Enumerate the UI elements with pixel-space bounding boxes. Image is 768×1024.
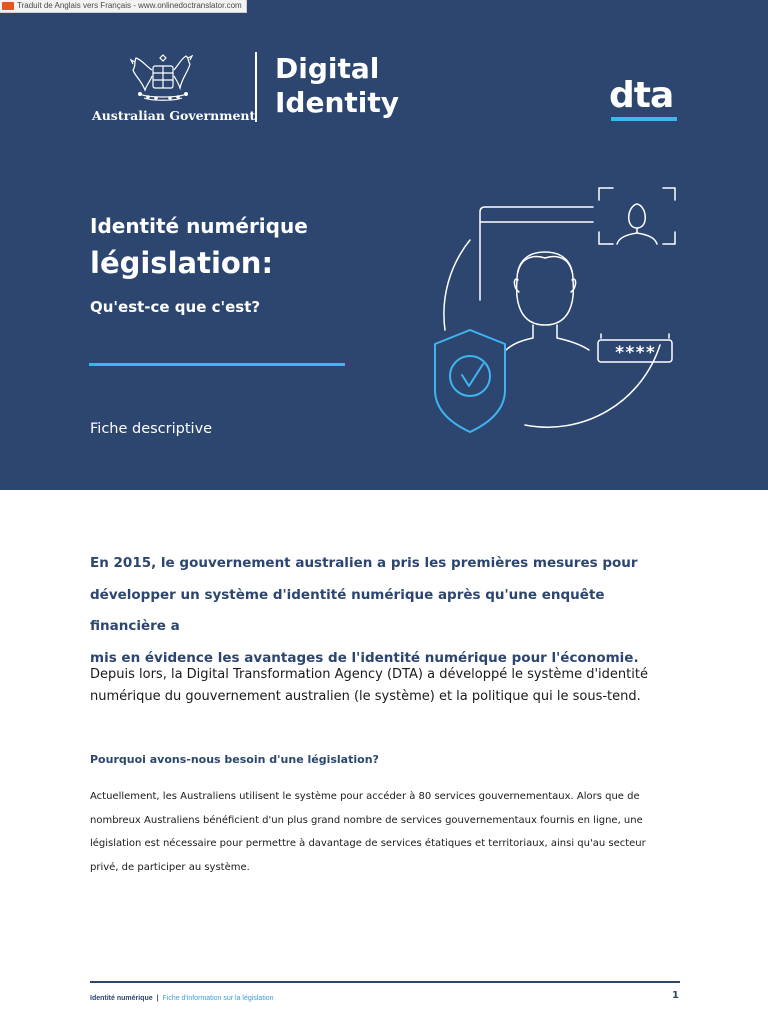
translator-badge[interactable] bbox=[0, 0, 247, 13]
coat-of-arms-icon bbox=[118, 52, 208, 104]
orbit-arc-left bbox=[444, 240, 470, 330]
body-line: numérique du gouvernement australien (le système) et la politique qui le sous-tend. bbox=[90, 689, 641, 704]
section-paragraph bbox=[90, 785, 670, 879]
dta-logo: dta bbox=[609, 75, 674, 116]
hero-title-line1: Identité numérique bbox=[90, 214, 308, 238]
person-frame-icon bbox=[599, 188, 675, 244]
intro-line: En 2015, le gouvernement australien a pris les premières mesures pour bbox=[90, 555, 638, 571]
hero-subtitle: Qu'est-ce que c'est? bbox=[90, 298, 261, 316]
section-line: législation est nécessaire pour permettre à davantage de services étatiques et territoriaux, ainsi qu'au secteur bbox=[90, 838, 646, 849]
intro-line: développer un système d'identité numérique après qu'une enquête financière a bbox=[90, 586, 605, 634]
intro-paragraph bbox=[90, 548, 680, 674]
intro-line: mis en évidence les avantages de l'identité numérique pour l'économie. bbox=[90, 649, 639, 666]
government-name: Australian Government bbox=[92, 108, 256, 123]
dta-logo-underline bbox=[611, 117, 677, 121]
footer-separator: | bbox=[156, 995, 159, 1002]
section-line: privé, de participer au système. bbox=[90, 861, 250, 873]
program-title-line2: Identity bbox=[275, 86, 400, 119]
password-mask-text: **** bbox=[614, 343, 656, 363]
translator-text: Traduit de Anglais vers Français - www.onlinedoctranslator.com bbox=[17, 1, 242, 10]
footer-doc-title: Identité numérique bbox=[90, 995, 153, 1002]
hero-title-line2: législation: bbox=[90, 246, 274, 280]
program-title bbox=[275, 52, 399, 120]
header-divider bbox=[255, 52, 257, 122]
body-line: Depuis lors, la Digital Transformation Agency (DTA) a développé le système d'identité bbox=[90, 667, 648, 682]
hero-accent-rule bbox=[89, 363, 345, 366]
digital-identity-illustration bbox=[425, 180, 685, 440]
footer-doc-subtitle: Fiche d'information sur la législation bbox=[162, 995, 274, 1002]
footer-rule bbox=[90, 981, 680, 983]
section-line: Actuellement, les Australiens utilisent le système pour accéder à 80 services gouvernementaux. Alors que de bbox=[90, 791, 640, 802]
shield-check-icon bbox=[435, 330, 505, 432]
document-type-label: Fiche descriptive bbox=[90, 421, 213, 437]
section-line: nombreux Australiens bénéficient d'un plus grand nombre de services gouvernementaux fournis en ligne, une bbox=[90, 814, 643, 826]
body-paragraph bbox=[90, 664, 680, 708]
program-title-line1: Digital bbox=[275, 52, 380, 85]
section-heading: Pourquoi avons-nous besoin d'une législation? bbox=[90, 753, 379, 766]
page-number: 1 bbox=[672, 990, 679, 1001]
footer-title bbox=[90, 993, 274, 1005]
translator-logo-icon bbox=[2, 2, 14, 10]
face-id-icon bbox=[499, 252, 589, 360]
